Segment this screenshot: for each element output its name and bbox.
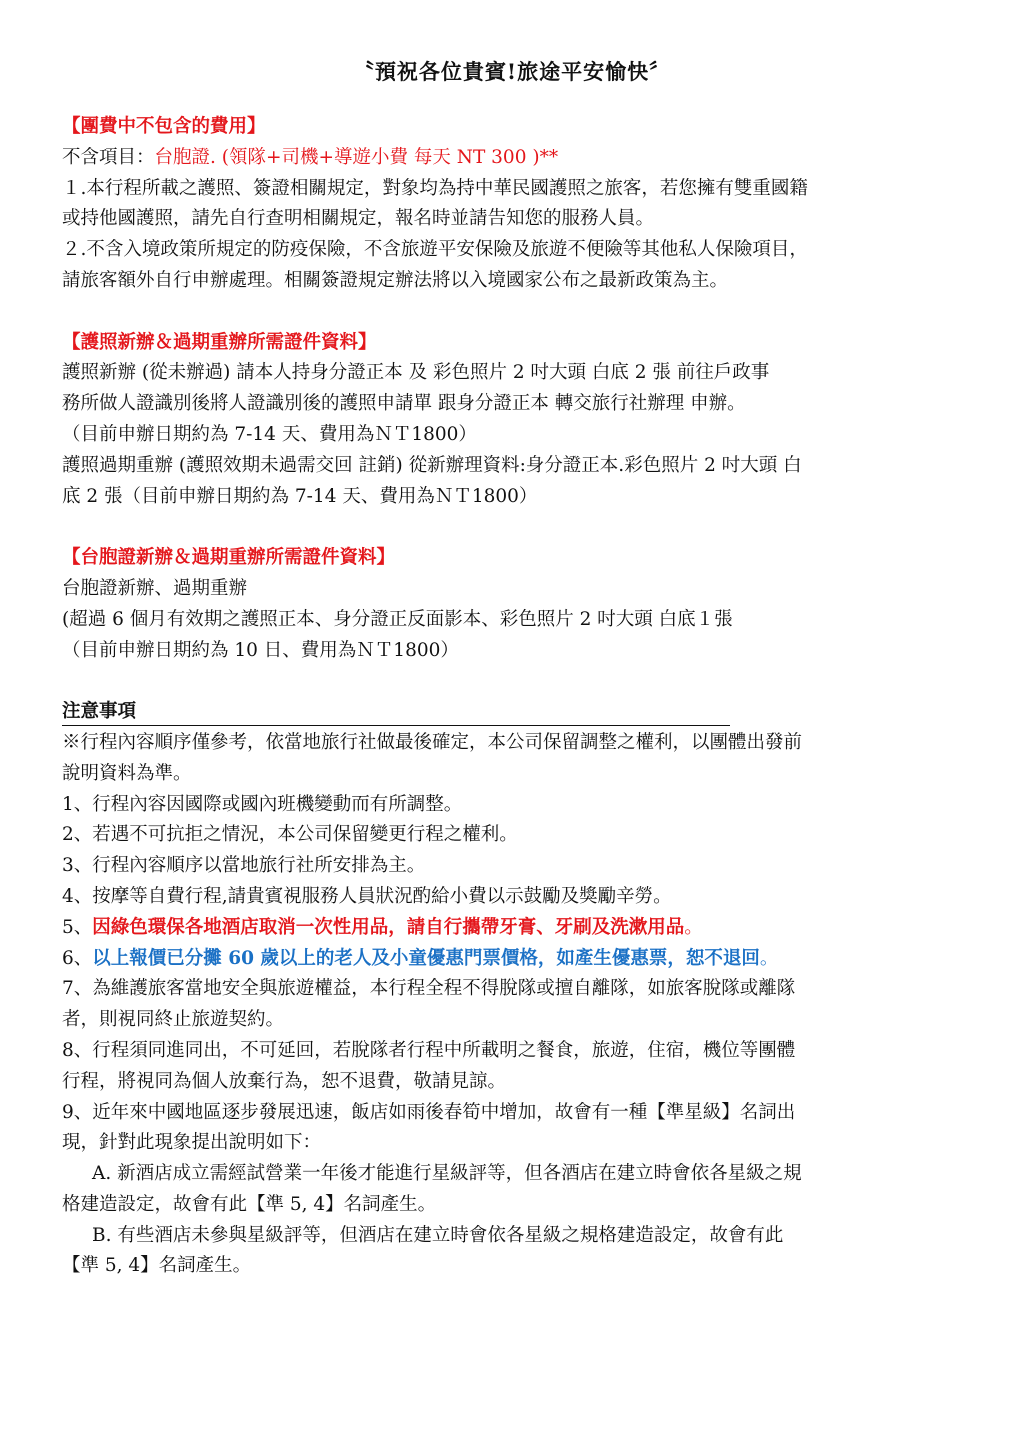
- note-item-5-text: 因綠色環保各地酒店取消一次性用品，請自行攜帶牙膏、牙刷及洗漱用品: [92, 916, 685, 938]
- excluded-items-detail: 台胞證. (領隊+司機+導遊小費 每天 NT 300 )**: [154, 146, 559, 168]
- note-item-6-prefix: 6、: [62, 947, 93, 969]
- taiwan-permit-line: 台胞證新辦、過期重辦: [62, 577, 248, 599]
- passport-line: 護照新辦 (從未辦過) 請本人持身分證正本 及 彩色照片 2 吋大頭 白底 2 張 前往戶政事: [62, 362, 770, 384]
- notes-intro-line: 說明資料為準。: [62, 762, 192, 784]
- excluded-fees-heading: 【團費中不包含的費用】: [62, 116, 266, 137]
- passport-line: （目前申辦日期約為 7-14 天、費用為ＮＴ1800）: [62, 423, 477, 445]
- excluded-line: ２.不含入境政策所規定的防疫保險，不含旅遊平安保險及旅遊不便險等其他私人保險項目，: [62, 239, 808, 261]
- section-gap: [62, 512, 962, 543]
- section-gap: [62, 297, 962, 328]
- note-item-7-line: 7、為維護旅客當地安全與旅遊權益，本行程全程不得脫隊或擅自離隊，如旅客脫隊或離隊: [62, 978, 796, 1000]
- note-item-5-suffix: 。: [684, 916, 703, 938]
- note-item-6-suffix: 。: [759, 947, 779, 969]
- document-title: 〝預祝各位貴賓!旅途平安愉快〞: [352, 59, 672, 84]
- excluded-items-line: [62, 143, 962, 174]
- passport-line: 務所做人證識別後將人證識別後的護照申請單 跟身分證正本 轉交旅行社辦理 申辦。: [62, 393, 746, 415]
- note-item-9-line: 9、近年來中國地區逐步發展迅速，飯店如雨後春筍中增加，故會有一種【準星級】名詞出: [62, 1101, 796, 1123]
- taiwan-permit-line: (超過 6 個月有效期之護照正本、身分證正反面影本、彩色照片 2 吋大頭 白底１張: [62, 608, 733, 630]
- passport-heading: 【護照新辦＆過期重辦所需證件資料】: [62, 331, 377, 353]
- note-item-2: 2、若遇不可抗拒之情況，本公司保留變更行程之權利。: [62, 824, 518, 846]
- passport-line: 底 2 張（目前申辦日期約為 7-14 天、費用為ＮＴ1800）: [62, 485, 538, 507]
- note-item-8-line: 8、行程須同進同出，不可延回，若脫隊者行程中所載明之餐食，旅遊，住宿，機位等團體: [62, 1039, 796, 1061]
- note-item-6-text: 以上報價已分攤 60 歲以上的老人及小童優惠門票價格，如產生優惠票，恕不退回: [92, 947, 760, 969]
- note-item-5: [62, 913, 962, 944]
- notes-heading: 注意事項: [62, 699, 730, 726]
- note-item-5-prefix: 5、: [62, 916, 93, 938]
- note-item-7-line: 者，則視同終止旅遊契約。: [62, 1009, 285, 1031]
- note-item-3: 3、行程內容順序以當地旅行社所安排為主。: [62, 855, 426, 877]
- note-item-1: 1、行程內容因國際或國內班機變動而有所調整。: [62, 793, 463, 815]
- note-item-b-line: 【準 5, 4】名詞產生。: [62, 1255, 252, 1277]
- taiwan-permit-line: （目前申辦日期約為 10 日、費用為ＮＴ1800）: [62, 639, 459, 661]
- taiwan-permit-heading: 【台胞證新辦＆過期重辦所需證件資料】: [62, 547, 396, 569]
- note-item-a-line: A. 新酒店成立需經試營業一年後才能進行星級評等，但各酒店在建立時會依各星級之規: [92, 1163, 802, 1185]
- note-item-6: [62, 944, 962, 975]
- excluded-line: 請旅客額外自行申辦處理。相關簽證規定辦法將以入境國家公布之最新政策為主。: [62, 269, 729, 291]
- note-item-a-line: 格建造設定，故會有此【準 5, 4】名詞產生。: [62, 1193, 437, 1215]
- document-page: [62, 52, 962, 1282]
- note-item-8-line: 行程，將視同為個人放棄行為，恕不退費，敬請見諒。: [62, 1070, 507, 1092]
- notes-heading-line: [62, 697, 962, 728]
- note-item-b-line: B. 有些酒店未參與星級評等，但酒店在建立時會依各星級之規格建造設定，故會有此: [92, 1224, 784, 1246]
- excluded-line: 或持他國護照，請先自行查明相關規定，報名時並請告知您的服務人員。: [62, 208, 655, 230]
- section-gap: [62, 666, 962, 697]
- excluded-items-prefix: 不含項目：: [62, 146, 155, 168]
- excluded-line: １.本行程所載之護照、簽證相關規定，對象均為持中華民國護照之旅客，若您擁有雙重國籍: [62, 177, 808, 199]
- passport-line: 護照過期重辦 (護照效期未過需交回 註銷) 從新辦理資料:身分證正本.彩色照片 2 吋大頭 白: [62, 454, 802, 476]
- notes-intro-line: ※行程內容順序僅參考，依當地旅行社做最後確定，本公司保留調整之權利，以團體出發前: [62, 731, 803, 753]
- note-item-4: 4、按摩等自費行程,請貴賓視服務人員狀況酌給小費以示鼓勵及獎勵辛勞。: [62, 885, 672, 907]
- note-item-9-line: 現，針對此現象提出說明如下：: [62, 1132, 322, 1154]
